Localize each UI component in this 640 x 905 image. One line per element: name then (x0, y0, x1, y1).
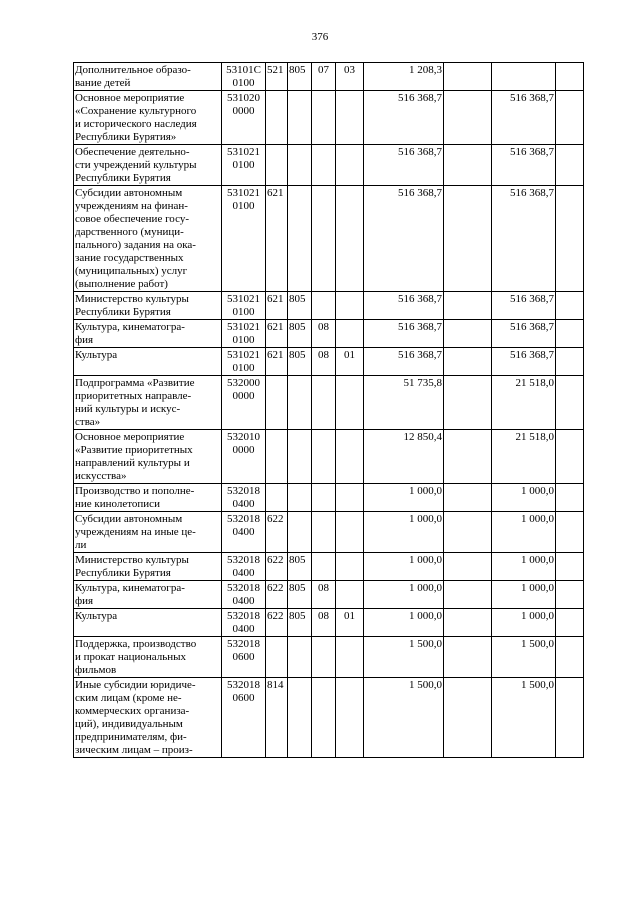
amount-year1-cell: 1 000,0 (364, 484, 444, 512)
expense-type-cell (266, 145, 288, 186)
ministry-code-cell: 805 (288, 348, 312, 376)
amount-year2-cell: 516 368,7 (492, 186, 556, 292)
budget-table (73, 62, 584, 758)
section-code-cell (312, 91, 336, 145)
target-article-code-cell: 532010 0000 (222, 430, 266, 484)
section-code-cell: 08 (312, 609, 336, 637)
amount-year1-extra-cell (444, 145, 492, 186)
target-article-code-cell: 532018 0400 (222, 581, 266, 609)
amount-year2-cell: 21 518,0 (492, 376, 556, 430)
amount-year1-cell: 516 368,7 (364, 91, 444, 145)
section-code-cell (312, 484, 336, 512)
amount-year1-extra-cell (444, 292, 492, 320)
amount-year1-cell: 1 000,0 (364, 553, 444, 581)
target-article-code-cell: 531021 0100 (222, 292, 266, 320)
amount-year1-extra-cell (444, 581, 492, 609)
row-name-cell: Поддержка, производство и прокат национальных фильмов (74, 637, 222, 678)
row-name-cell: Иные субсидии юридиче- ским лицам (кроме не- коммерческих организа- ций), индивидуальным предпринимателям, фи- зическим лицам – произ- (74, 678, 222, 758)
amount-year1-extra-cell (444, 91, 492, 145)
row-name-cell: Министерство культуры Республики Бурятия (74, 292, 222, 320)
amount-year2-extra-cell (556, 609, 584, 637)
amount-year1-extra-cell (444, 430, 492, 484)
section-code-cell (312, 553, 336, 581)
subsection-code-cell (336, 376, 364, 430)
subsection-code-cell: 03 (336, 63, 364, 91)
amount-year1-extra-cell (444, 678, 492, 758)
section-code-cell (312, 512, 336, 553)
ministry-code-cell: 805 (288, 609, 312, 637)
amount-year2-extra-cell (556, 376, 584, 430)
amount-year2-cell: 516 368,7 (492, 292, 556, 320)
amount-year2-extra-cell (556, 553, 584, 581)
amount-year1-cell: 516 368,7 (364, 348, 444, 376)
ministry-code-cell (288, 637, 312, 678)
amount-year2-cell: 516 368,7 (492, 348, 556, 376)
section-code-cell: 08 (312, 320, 336, 348)
amount-year1-cell: 1 000,0 (364, 581, 444, 609)
table-row (74, 186, 584, 292)
row-name-cell: Культура (74, 609, 222, 637)
row-name-cell: Субсидии автономным учреждениям на финан- совое обеспечение госу- дарственного (муници- пального) задания на ока- зание государственных (муниципальных) услуг (выполнение работ) (74, 186, 222, 292)
section-code-cell (312, 430, 336, 484)
amount-year1-cell: 516 368,7 (364, 145, 444, 186)
amount-year2-extra-cell (556, 63, 584, 91)
amount-year1-extra-cell (444, 484, 492, 512)
row-name-cell: Производство и пополне- ние кинолетописи (74, 484, 222, 512)
table-row (74, 320, 584, 348)
amount-year1-extra-cell (444, 320, 492, 348)
amount-year1-cell: 516 368,7 (364, 320, 444, 348)
amount-year2-cell (492, 63, 556, 91)
section-code-cell: 08 (312, 581, 336, 609)
amount-year2-cell: 1 500,0 (492, 678, 556, 758)
amount-year2-extra-cell (556, 581, 584, 609)
amount-year1-cell: 1 208,3 (364, 63, 444, 91)
subsection-code-cell (336, 145, 364, 186)
ministry-code-cell: 805 (288, 553, 312, 581)
subsection-code-cell (336, 553, 364, 581)
table-row (74, 376, 584, 430)
amount-year1-cell: 1 500,0 (364, 678, 444, 758)
ministry-code-cell: 805 (288, 320, 312, 348)
amount-year2-cell: 1 000,0 (492, 512, 556, 553)
expense-type-cell (266, 430, 288, 484)
subsection-code-cell (336, 581, 364, 609)
ministry-code-cell (288, 430, 312, 484)
subsection-code-cell (336, 484, 364, 512)
subsection-code-cell (336, 91, 364, 145)
amount-year1-extra-cell (444, 512, 492, 553)
target-article-code-cell: 532018 0600 (222, 678, 266, 758)
amount-year2-cell: 21 518,0 (492, 430, 556, 484)
amount-year1-cell: 1 500,0 (364, 637, 444, 678)
target-article-code-cell: 53101С 0100 (222, 63, 266, 91)
expense-type-cell: 622 (266, 512, 288, 553)
expense-type-cell (266, 376, 288, 430)
table-row (74, 581, 584, 609)
ministry-code-cell (288, 678, 312, 758)
table-body (74, 63, 584, 758)
expense-type-cell: 621 (266, 320, 288, 348)
amount-year2-extra-cell (556, 186, 584, 292)
expense-type-cell: 621 (266, 292, 288, 320)
table-row (74, 91, 584, 145)
amount-year1-cell: 516 368,7 (364, 186, 444, 292)
expense-type-cell: 622 (266, 609, 288, 637)
amount-year1-extra-cell (444, 553, 492, 581)
expense-type-cell: 521 (266, 63, 288, 91)
ministry-code-cell (288, 145, 312, 186)
amount-year2-extra-cell (556, 91, 584, 145)
amount-year2-cell: 1 000,0 (492, 609, 556, 637)
amount-year1-cell: 12 850,4 (364, 430, 444, 484)
amount-year2-extra-cell (556, 348, 584, 376)
amount-year1-cell: 1 000,0 (364, 609, 444, 637)
expense-type-cell (266, 637, 288, 678)
table-row (74, 512, 584, 553)
amount-year2-cell: 516 368,7 (492, 320, 556, 348)
target-article-code-cell: 531021 0100 (222, 145, 266, 186)
amount-year2-cell: 1 500,0 (492, 637, 556, 678)
amount-year2-extra-cell (556, 512, 584, 553)
expense-type-cell: 622 (266, 553, 288, 581)
ministry-code-cell (288, 484, 312, 512)
expense-type-cell (266, 91, 288, 145)
table-row (74, 484, 584, 512)
amount-year1-cell: 516 368,7 (364, 292, 444, 320)
expense-type-cell: 621 (266, 348, 288, 376)
expense-type-cell (266, 484, 288, 512)
target-article-code-cell: 531021 0100 (222, 320, 266, 348)
ministry-code-cell (288, 91, 312, 145)
expense-type-cell: 621 (266, 186, 288, 292)
amount-year2-cell: 1 000,0 (492, 581, 556, 609)
row-name-cell: Подпрограмма «Развитие приоритетных направле- ний культуры и искус- ства» (74, 376, 222, 430)
ministry-code-cell (288, 186, 312, 292)
row-name-cell: Обеспечение деятельно- сти учреждений культуры Республики Бурятия (74, 145, 222, 186)
amount-year2-extra-cell (556, 292, 584, 320)
section-code-cell (312, 637, 336, 678)
section-code-cell (312, 145, 336, 186)
subsection-code-cell (336, 637, 364, 678)
amount-year2-cell: 516 368,7 (492, 145, 556, 186)
target-article-code-cell: 532018 0400 (222, 484, 266, 512)
amount-year1-extra-cell (444, 63, 492, 91)
subsection-code-cell (336, 186, 364, 292)
amount-year2-cell: 1 000,0 (492, 484, 556, 512)
table-row (74, 63, 584, 91)
section-code-cell (312, 376, 336, 430)
amount-year1-extra-cell (444, 376, 492, 430)
amount-year2-extra-cell (556, 145, 584, 186)
target-article-code-cell: 531020 0000 (222, 91, 266, 145)
row-name-cell: Основное мероприятие «Сохранение культурного и исторического наследия Республики Бурятия» (74, 91, 222, 145)
table-row (74, 145, 584, 186)
target-article-code-cell: 532018 0400 (222, 512, 266, 553)
target-article-code-cell: 531021 0100 (222, 348, 266, 376)
ministry-code-cell: 805 (288, 581, 312, 609)
section-code-cell (312, 186, 336, 292)
subsection-code-cell: 01 (336, 609, 364, 637)
ministry-code-cell: 805 (288, 292, 312, 320)
amount-year2-extra-cell (556, 637, 584, 678)
amount-year1-extra-cell (444, 348, 492, 376)
table-row (74, 553, 584, 581)
subsection-code-cell (336, 512, 364, 553)
section-code-cell (312, 292, 336, 320)
amount-year2-extra-cell (556, 678, 584, 758)
target-article-code-cell: 532018 0400 (222, 553, 266, 581)
target-article-code-cell: 532018 0600 (222, 637, 266, 678)
row-name-cell: Культура, кинематогра- фия (74, 320, 222, 348)
expense-type-cell: 814 (266, 678, 288, 758)
row-name-cell: Министерство культуры Республики Бурятия (74, 553, 222, 581)
target-article-code-cell: 532018 0400 (222, 609, 266, 637)
page-number: 376 (311, 31, 329, 43)
target-article-code-cell: 531021 0100 (222, 186, 266, 292)
amount-year2-cell: 516 368,7 (492, 91, 556, 145)
subsection-code-cell (336, 320, 364, 348)
row-name-cell: Культура, кинематогра- фия (74, 581, 222, 609)
amount-year1-cell: 1 000,0 (364, 512, 444, 553)
subsection-code-cell: 01 (336, 348, 364, 376)
row-name-cell: Культура (74, 348, 222, 376)
section-code-cell: 07 (312, 63, 336, 91)
ministry-code-cell (288, 512, 312, 553)
amount-year2-extra-cell (556, 430, 584, 484)
table-row (74, 292, 584, 320)
amount-year1-cell: 51 735,8 (364, 376, 444, 430)
target-article-code-cell: 532000 0000 (222, 376, 266, 430)
expense-type-cell: 622 (266, 581, 288, 609)
row-name-cell: Основное мероприятие «Развитие приоритетных направлений культуры и искусства» (74, 430, 222, 484)
amount-year1-extra-cell (444, 609, 492, 637)
ministry-code-cell: 805 (288, 63, 312, 91)
subsection-code-cell (336, 678, 364, 758)
row-name-cell: Субсидии автономным учреждениям на иные це- ли (74, 512, 222, 553)
amount-year1-extra-cell (444, 637, 492, 678)
amount-year2-cell: 1 000,0 (492, 553, 556, 581)
table-row (74, 609, 584, 637)
amount-year2-extra-cell (556, 320, 584, 348)
table-row (74, 678, 584, 758)
amount-year1-extra-cell (444, 186, 492, 292)
amount-year2-extra-cell (556, 484, 584, 512)
row-name-cell: Дополнительное образо- вание детей (74, 63, 222, 91)
section-code-cell: 08 (312, 348, 336, 376)
subsection-code-cell (336, 292, 364, 320)
ministry-code-cell (288, 376, 312, 430)
table-row (74, 348, 584, 376)
table-row (74, 637, 584, 678)
section-code-cell (312, 678, 336, 758)
table-row (74, 430, 584, 484)
subsection-code-cell (336, 430, 364, 484)
